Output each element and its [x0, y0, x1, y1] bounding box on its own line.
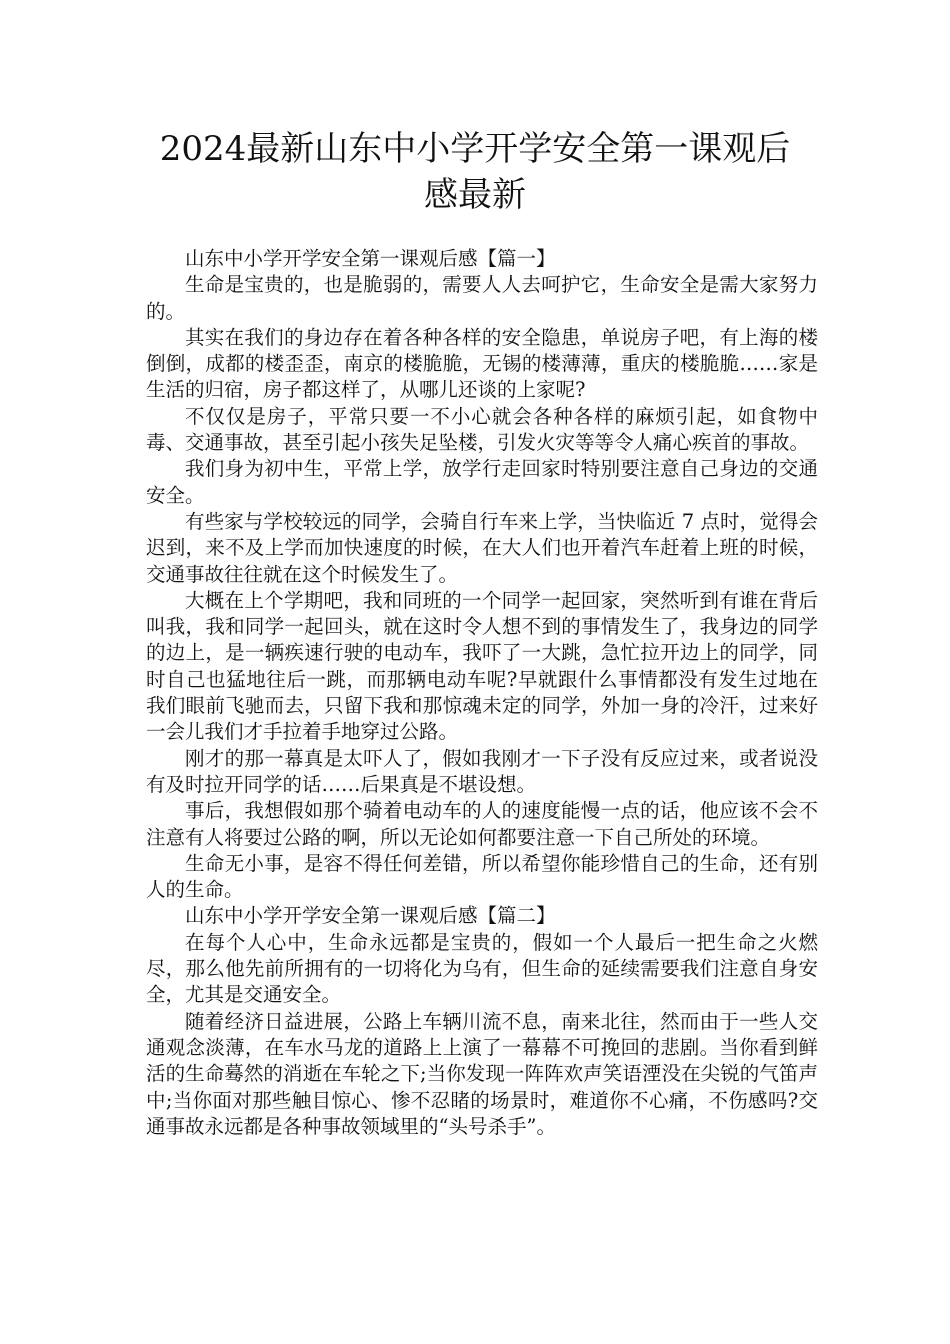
document-body	[146, 246, 818, 1140]
section-heading: 山东中小学开学安全第一课观后感【篇二】	[185, 904, 556, 928]
paragraph: 其实在我们的身边存在着各种各样的安全隐患，单说房子吧，有上海的楼倒倒，成都的楼歪歪，南京的楼脆脆，无锡的楼薄薄，重庆的楼脆脆……家是生活的归宿，房子都这样了，从哪儿还谈的上家呢?	[146, 325, 818, 402]
paragraph: 我们身为初中生，平常上学，放学行走回家时特别要注意自己身边的交通安全。	[146, 457, 818, 507]
paragraph: 生命是宝贵的，也是脆弱的，需要人人去呵护它，生命安全是需大家努力的。	[146, 273, 818, 323]
paragraph: 在每个人心中，生命永远都是宝贵的，假如一个人最后一把生命之火燃尽，那么他先前所拥有的一切将化为乌有，但生命的延续需要我们注意自身安全，尤其是交通安全。	[146, 930, 818, 1007]
paragraph: 生命无小事，是容不得任何差错，所以希望你能珍惜自己的生命，还有别人的生命。	[146, 851, 818, 902]
title-line-2: 感最新	[424, 175, 526, 215]
paragraph: 刚才的那一幕真是太吓人了，假如我刚才一下子没有反应过来，或者说没有及时拉开同学的话……后果真是不堪设想。	[146, 746, 818, 796]
paragraph: 不仅仅是房子，平常只要一不小心就会各种各样的麻烦引起，如食物中毒、交通事故，甚至引起小孩失足坠楼，引发火灾等等令人痛心疾首的事故。	[146, 404, 818, 455]
paragraph: 有些家与学校较远的同学，会骑自行车来上学，当快临近 7 点时，觉得会迟到，来不及上学而加快速度的时候，在大人们也开着汽车赶着上班的时候，交通事故往往就在这个时候发生了。	[146, 509, 818, 586]
document-title	[120, 126, 830, 218]
title-line-1: 2024最新山东中小学开学安全第一课观后	[159, 129, 791, 169]
paragraph: 随着经济日益进展，公路上车辆川流不息，南来北往，然而由于一些人交通观念淡薄，在车水马龙的道路上上演了一幕幕不可挽回的悲剧。当你看到鲜活的生命蓦然的消逝在车轮之下;当你发现一阵阵欢声笑语湮没在尖锐的气笛声中;当你面对那些触目惊心、惨不忍睹的场景时，难道你不心痛，不伤感吗?交通事故永远都是各种事故领域里的“头号杀手”。	[146, 1009, 818, 1138]
section-heading: 山东中小学开学安全第一课观后感【篇一】	[185, 247, 556, 270]
paragraph: 事后，我想假如那个骑着电动车的人的速度能慢一点的话，他应该不会不注意有人将要过公路的啊，所以无论如何都要注意一下自己所处的环境。	[146, 799, 818, 849]
paragraph: 大概在上个学期吧，我和同班的一个同学一起回家，突然听到有谁在背后叫我，我和同学一起回头，就在这时令人想不到的事情发生了，我身边的同学的边上，是一辆疾速行驶的电动车，我吓了一大跳，急忙拉开边上的同学，同时自己也猛地往后一跳，而那辆电动车呢?早就跟什么事情都没有发生过地在我们眼前飞驰而去，只留下我和那惊魂未定的同学，外加一身的冷汗，过来好一会儿我们才手拉着手地穿过公路。	[146, 588, 818, 744]
